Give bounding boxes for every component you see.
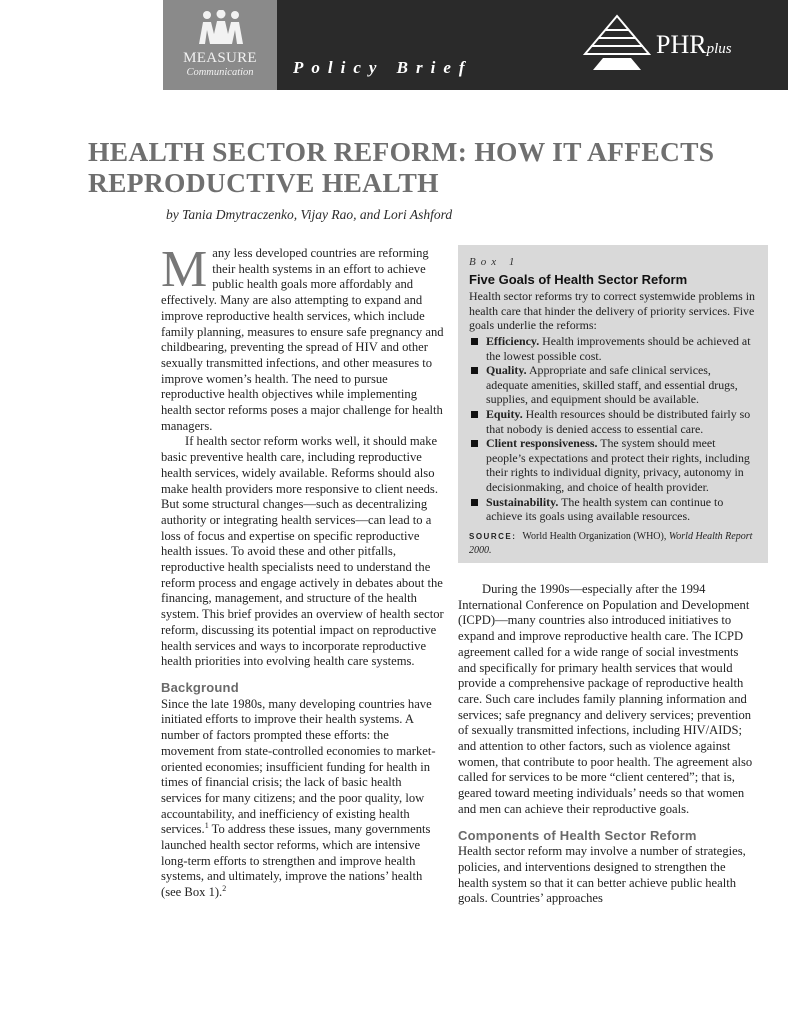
drop-cap: M xyxy=(161,241,208,298)
components-heading: Components of Health Sector Reform xyxy=(458,827,697,843)
intro-paragraph xyxy=(161,241,445,434)
intro-text: any less developed countries are reforming their health systems in an effort to achieve public health goals more affordably and effectively. Many are also attempting to expand and improve reproductive health services, which include family planning, measures to ensure safe pregnancy and childbearing, preventing the spread of HIV and other sexually transmitted infections, and other measures to improve women’s health. The need to pursue reproductive health objectives while implementing health sector reforms poses a major challenge for health managers. xyxy=(161,246,444,433)
goal-text: Health improvements should be achieved at the lowest possible cost. xyxy=(486,333,751,363)
source-title: World Health Report 2000. xyxy=(469,530,753,557)
bullet-square-icon xyxy=(471,411,478,418)
goal-term: Quality. xyxy=(486,363,527,378)
phrplus-logo[interactable] xyxy=(656,30,732,60)
bullet-square-icon xyxy=(471,367,478,374)
background-text-b: To address these issues, many governments launched health sector reforms, which are intensive long-term efforts to strengthen and improve health systems, and ultimately, improve the nations’ health (see Box 1). xyxy=(161,822,431,900)
byline: by Tania Dmytraczenko, Vijay Rao, and Lori Ashford xyxy=(166,207,453,222)
bullet-square-icon xyxy=(471,440,478,447)
goal-term: Client responsiveness. xyxy=(486,436,598,451)
measure-logo-text: MEASURE xyxy=(183,50,257,66)
phr-text: PHR xyxy=(656,30,707,59)
page-title: HEALTH SECTOR REFORM: HOW IT AFFECTS REPRODUCTIVE HEALTH xyxy=(88,136,715,198)
background-heading: Background xyxy=(161,679,239,695)
goals-list xyxy=(469,334,756,524)
box-source xyxy=(469,530,756,559)
measure-logo-subtitle: Communication xyxy=(186,67,254,78)
phrplus-pyramid-icon xyxy=(583,14,651,74)
goal-item xyxy=(469,363,756,407)
source-text: World Health Organization (WHO), xyxy=(522,530,669,542)
goal-text: Appropriate and safe clinical services, adequate amenities, skilled staff, and essential drugs, supplies, and equipment should be available. xyxy=(486,363,738,407)
background-text-a: Since the late 1980s, many developing countries have initiated efforts to improve their health systems. A number of factors prompted these efforts: the movement from state-controlled economies to market-oriented economies; insufficient funding for health in times of financial crisis; the lack of basic health services for many citizens; and the poor quality, low accountability, and inefficiency of existing health services. xyxy=(161,696,436,837)
right-column xyxy=(458,582,758,907)
goal-text: The system should meet people’s expectations and protect their rights, including their rights to individual dignity, privacy, autonomy in decisionmaking, and choice of health provider. xyxy=(486,436,750,494)
people-icon xyxy=(195,10,247,46)
bullet-square-icon xyxy=(471,499,478,506)
goal-text: The health system can continue to achieve its goals using available resources. xyxy=(486,494,724,524)
box-label: Box 1 xyxy=(469,256,520,268)
goal-term: Equity. xyxy=(486,406,523,421)
background-paragraph xyxy=(161,697,445,901)
goal-item xyxy=(469,495,756,524)
box-1 xyxy=(458,245,768,563)
goal-item xyxy=(469,334,756,363)
icpd-paragraph: During the 1990s—especially after the 1994 International Conference on Population and Development (ICPD)—many countries also introduced initiatives to expand and improve reproductive health care. The ICPD agreement called for a wide range of social investments and specifically for primary health services that would provide a comprehensive package of reproductive health care. Such care includes family planning information and services; safe pregnancy and delivery services; prevention of sexually transmitted infections, including HIV/AIDS; and attention to other factors, such as violence against women, that contribute to poor health. The agreement also called for services to be more “client centered”; that is, geared toward meeting individuals’ needs so that women and men can achieve their reproductive goals. xyxy=(458,582,753,816)
goal-text: Health resources should be distributed fairly so that nobody is denied access to essential care. xyxy=(486,406,751,436)
measure-logo[interactable] xyxy=(163,0,277,90)
goal-term: Efficiency. xyxy=(486,333,540,348)
plus-text: plus xyxy=(706,41,732,57)
box-title: Five Goals of Health Sector Reform xyxy=(469,271,688,287)
source-label: SOURCE: xyxy=(469,531,517,541)
box-intro: Health sector reforms try to correct systemwide problems in health care that hinder the delivery of priority services. Five goals underlie the reforms: xyxy=(469,289,755,333)
left-column xyxy=(161,241,445,901)
components-paragraph: Health sector reform may involve a number of strategies, policies, and interventions designed to strengthen the health system so that it can better achieve public health goals. Countries’ approaches xyxy=(458,844,746,906)
goal-item xyxy=(469,407,756,436)
footnote-ref-1[interactable]: 1 xyxy=(204,821,209,831)
header-bar xyxy=(163,0,788,90)
goal-item xyxy=(469,436,756,494)
intro-paragraph-2: If health sector reform works well, it should make basic preventive health care, including reproductive health services, widely available. Reforms should also make health providers more responsive to client needs. But some structural changes—such as decentralizing authority or integrating health services—can lead to a loss of focus and expertise on specific reproductive health issues. To avoid these and other pitfalls, reproductive health specialists need to understand the reform process and engage actively in debates about the financing, management, and structure of the health system. This brief provides an overview of health sector reform, discussing its potential impact on reproductive health services and ways to incorporate reproductive health priorities into evolving health care systems. xyxy=(161,434,444,669)
footnote-ref-2[interactable]: 2 xyxy=(222,883,227,893)
goal-term: Sustainability. xyxy=(486,494,559,509)
policy-brief-label: Policy Brief xyxy=(293,58,473,77)
bullet-square-icon xyxy=(471,338,478,345)
